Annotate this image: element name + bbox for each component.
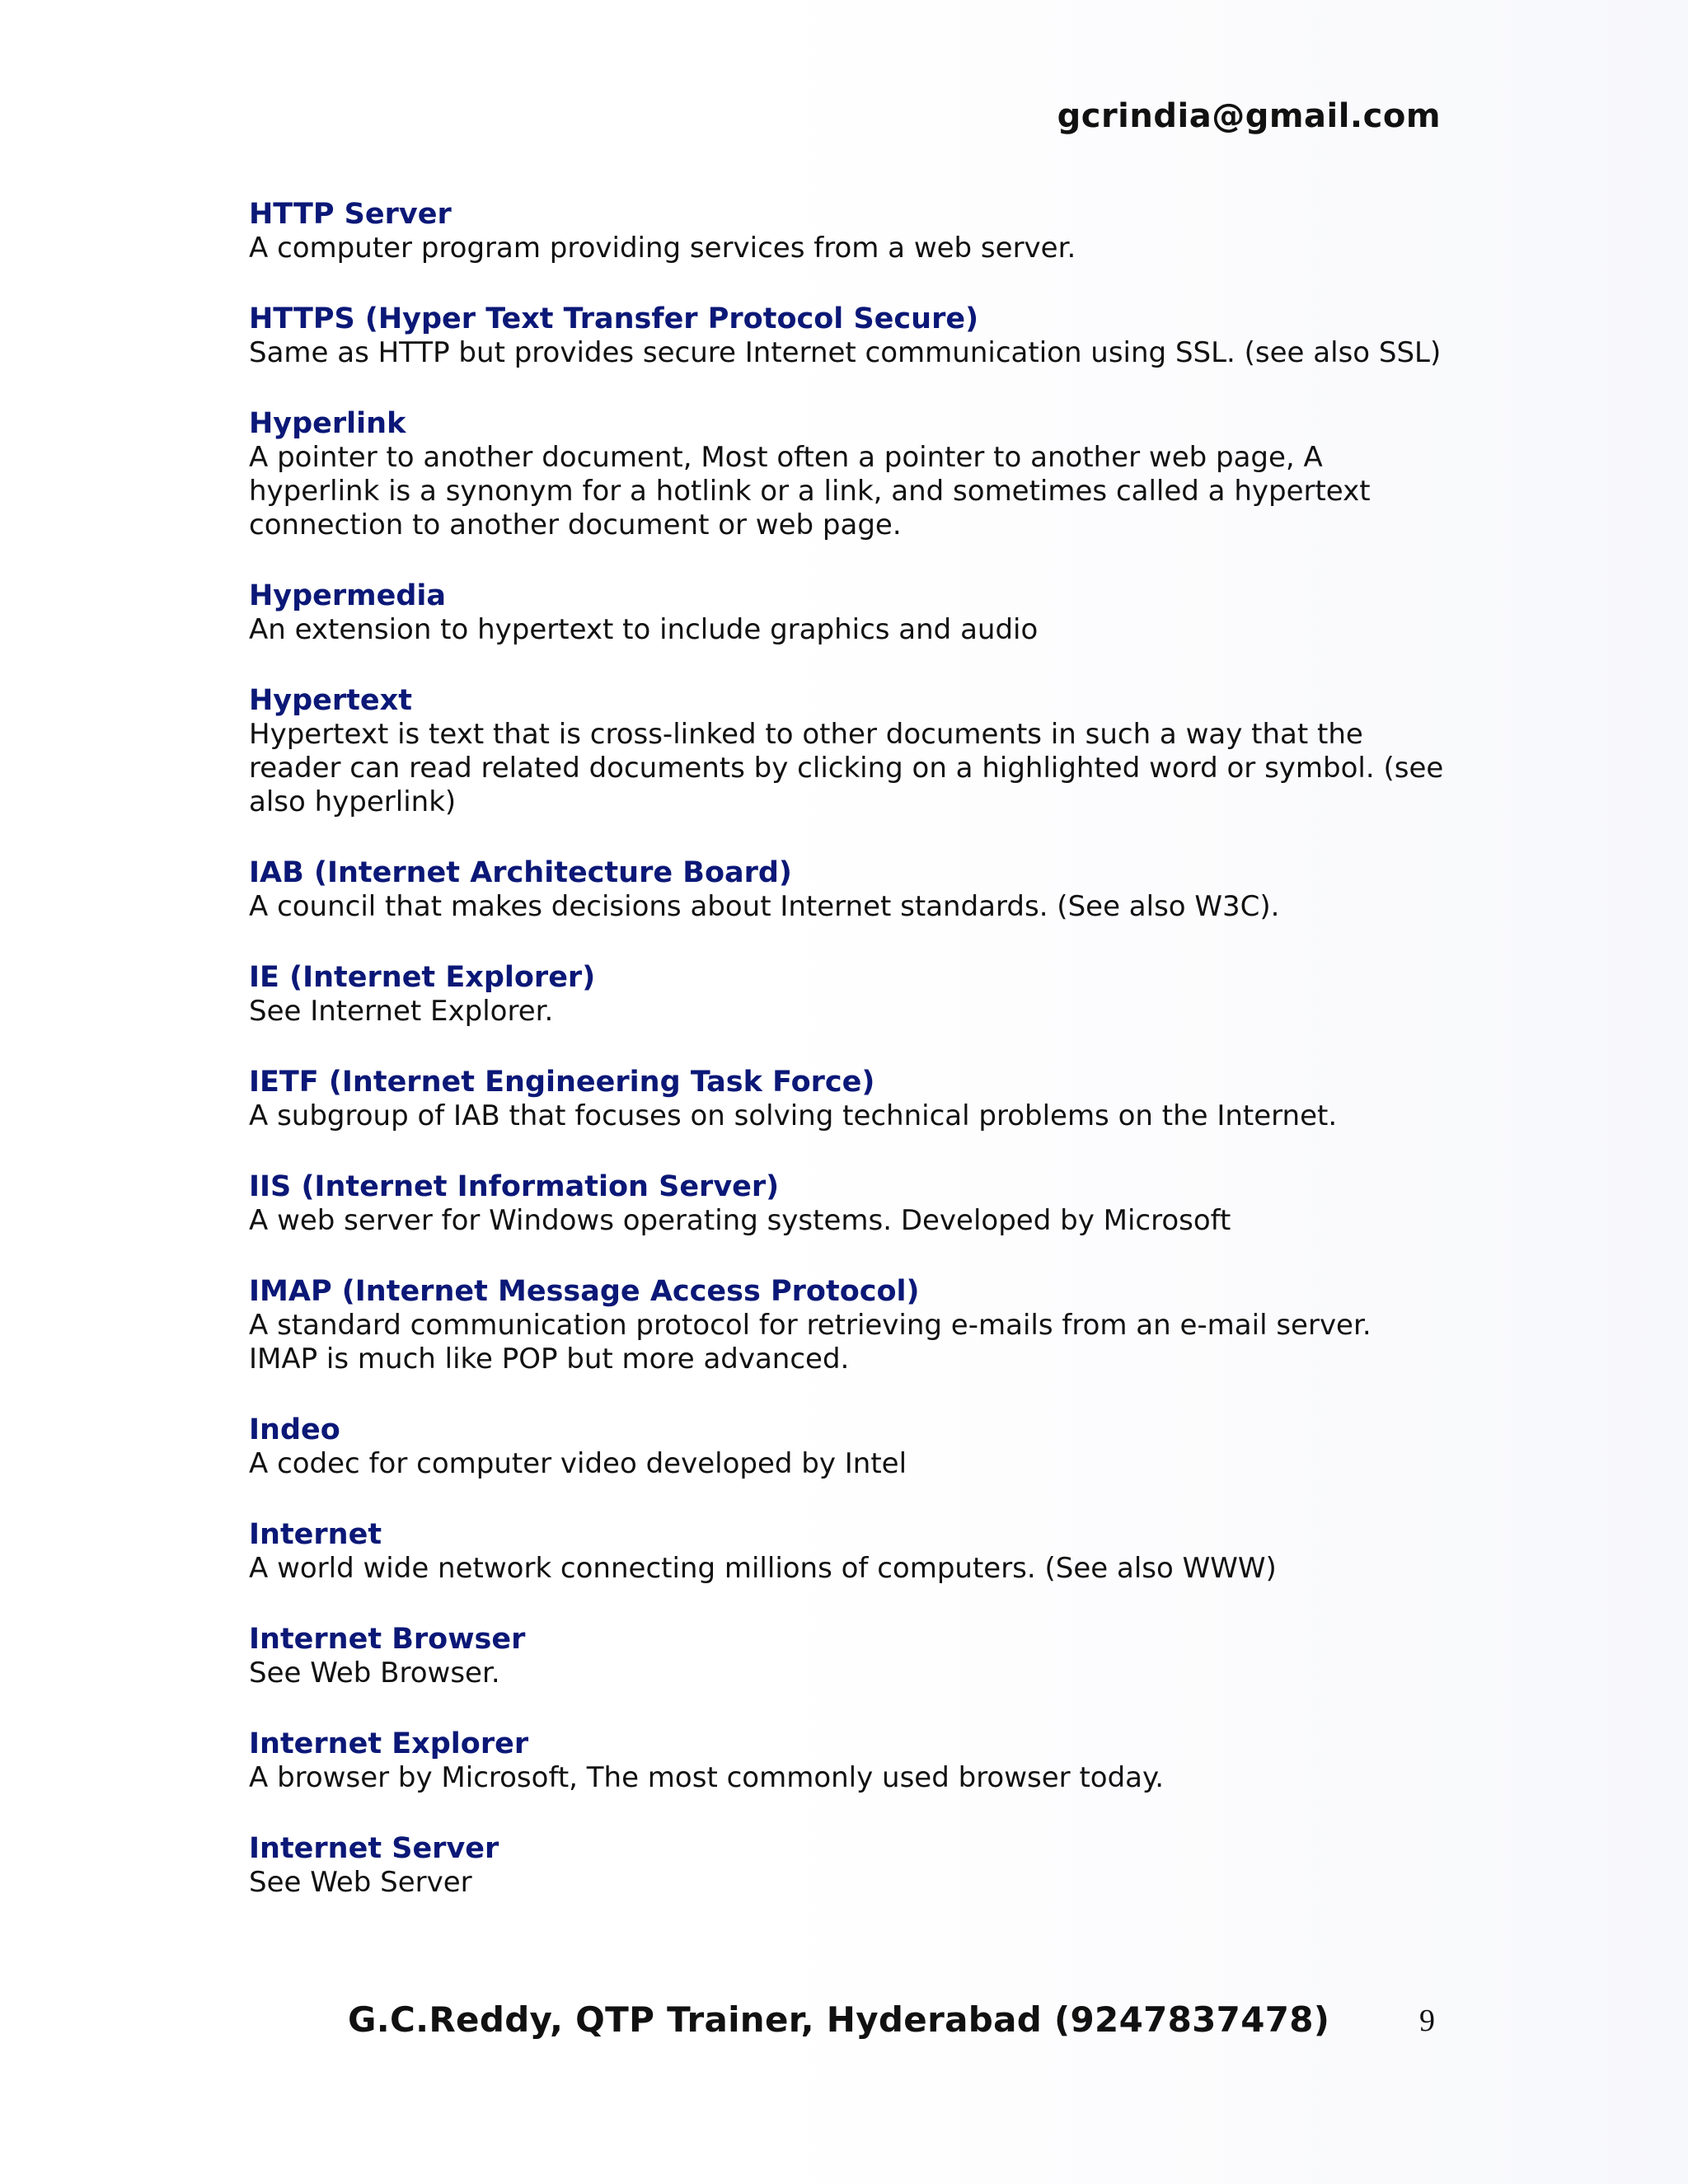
glossary-term: Internet Server (249, 1832, 499, 1865)
glossary-entry (249, 1518, 1444, 1586)
glossary-list (249, 198, 1444, 1937)
header-email: gcrindia@gmail.com (1057, 97, 1441, 135)
glossary-definition: Same as HTTP but provides secure Internet communication using SSL. (see also SSL) (249, 336, 1442, 369)
glossary-definition: A browser by Microsoft, The most commonly used browser today. (249, 1761, 1165, 1794)
glossary-entry (249, 684, 1444, 819)
glossary-term: Hypermedia (249, 579, 447, 612)
page-number: 9 (1419, 2004, 1435, 2038)
glossary-entry (249, 1413, 1444, 1481)
glossary-entry (249, 1727, 1444, 1795)
glossary-definition: A subgroup of IAB that focuses on solving technical problems on the Internet. (249, 1099, 1338, 1132)
glossary-definition: A standard communication protocol for retrieving e-mails from an e-mail server. IMAP is much like POP but more advanced. (249, 1309, 1372, 1376)
glossary-entry (249, 198, 1444, 265)
glossary-term: IETF (Internet Engineering Task Force) (249, 1066, 875, 1099)
glossary-definition: See Web Browser. (249, 1657, 500, 1690)
glossary-definition: See Web Server (249, 1866, 472, 1899)
glossary-definition: See Internet Explorer. (249, 995, 554, 1028)
glossary-term: IAB (Internet Architecture Board) (249, 856, 792, 889)
glossary-entry (249, 961, 1444, 1029)
glossary-term: Indeo (249, 1413, 340, 1446)
glossary-entry (249, 302, 1444, 370)
glossary-definition: A web server for Windows operating systems. Developed by Microsoft (249, 1204, 1231, 1237)
glossary-definition: An extension to hypertext to include graphics and audio (249, 613, 1039, 646)
glossary-term: HTTP Server (249, 198, 452, 231)
glossary-entry (249, 579, 1444, 647)
glossary-definition: Hypertext is text that is cross-linked to other documents in such a way that the reader can read related documents by clicking on a highlighted word or symbol. (see also hyperlink) (249, 718, 1444, 818)
glossary-definition: A world wide network connecting millions of computers. (See also WWW) (249, 1552, 1277, 1585)
glossary-term: Hypertext (249, 684, 412, 717)
glossary-entry (249, 856, 1444, 924)
glossary-definition: A pointer to another document, Most often a pointer to another web page, A hyperlink is a synonym for a hotlink or a link, and sometimes called a hypertext connection to another document or web page. (249, 441, 1371, 541)
glossary-term: IE (Internet Explorer) (249, 961, 596, 994)
glossary-entry (249, 1275, 1444, 1376)
glossary-entry (249, 1832, 1444, 1900)
glossary-entry (249, 1066, 1444, 1133)
glossary-term: IIS (Internet Information Server) (249, 1170, 780, 1203)
glossary-term: Internet (249, 1518, 382, 1551)
glossary-entry (249, 1623, 1444, 1690)
glossary-definition: A council that makes decisions about Internet standards. (See also W3C). (249, 890, 1280, 923)
footer-text: G.C.Reddy, QTP Trainer, Hyderabad (9247837478) (348, 1999, 1330, 2040)
glossary-entry (249, 1170, 1444, 1238)
glossary-entry (249, 407, 1444, 542)
glossary-definition: A codec for computer video developed by Intel (249, 1447, 907, 1480)
glossary-term: HTTPS (Hyper Text Transfer Protocol Secure) (249, 302, 979, 335)
glossary-term: Internet Browser (249, 1623, 526, 1656)
glossary-definition: A computer program providing services from a web server. (249, 232, 1076, 265)
glossary-term: Hyperlink (249, 407, 406, 440)
glossary-term: IMAP (Internet Message Access Protocol) (249, 1275, 920, 1308)
glossary-term: Internet Explorer (249, 1727, 529, 1760)
